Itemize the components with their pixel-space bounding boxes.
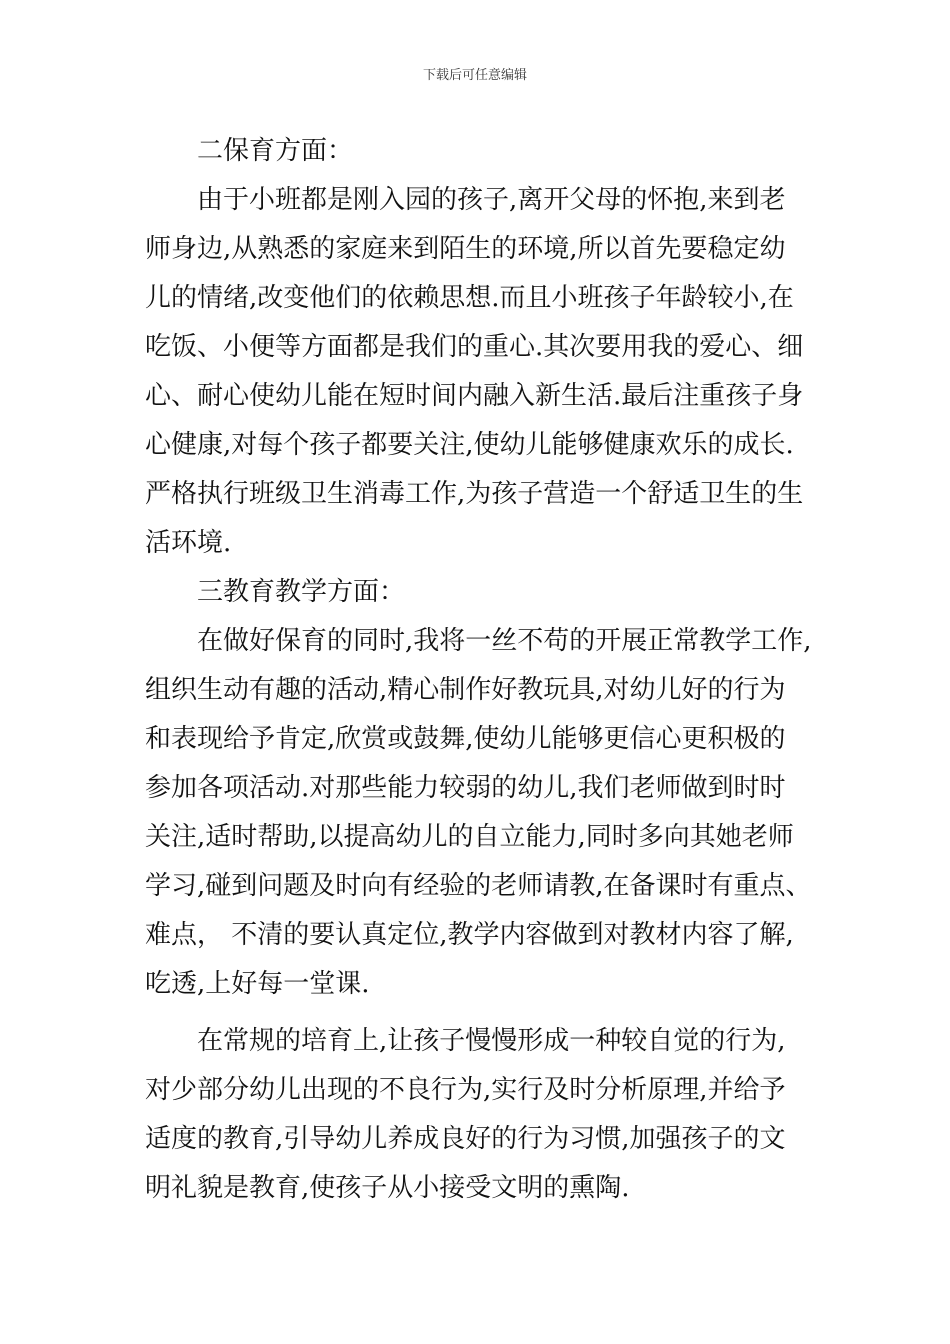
text-line: 组织生动有趣的活动,精心制作好教玩具,对幼儿好的行为	[145, 675, 786, 705]
paragraph-care	[145, 176, 820, 568]
text-line: 对少部分幼儿出现的不良行为,实行及时分析原理,并给予	[145, 1075, 786, 1105]
text-line: 在常规的培育上,让孩子慢慢形成一种较自觉的行为,	[197, 1026, 786, 1056]
text-line: 吃透,上好每一堂课.	[145, 969, 370, 999]
text-line: 心健康,对每个孩子都要关注,使幼儿能够健康欢乐的成长.	[145, 430, 794, 460]
text-line: 明礼貌是教育,使孩子从小接受文明的熏陶.	[145, 1173, 630, 1203]
text-line: 儿的情绪,改变他们的依赖思想.而且小班孩子年龄较小,在	[145, 283, 794, 313]
text-line: 关注,适时帮助,以提高幼儿的自立能力,同时多向其她老师	[145, 822, 794, 852]
text-line: 由于小班都是刚入园的孩子,离开父母的怀抱,来到老	[197, 185, 786, 215]
document-body	[145, 127, 820, 1213]
text-line: 师身边,从熟悉的家庭来到陌生的环境,所以首先要稳定幼	[145, 234, 786, 264]
text-line: 难点， 不清的要认真定位,教学内容做到对教材内容了解,	[145, 920, 794, 950]
section-heading-teaching: 三教育教学方面：	[197, 577, 406, 607]
paragraph-spacer	[145, 1009, 820, 1017]
text-line: 吃饭、小便等方面都是我们的重心.其次要用我的爱心、细	[145, 332, 804, 362]
text-line: 适度的教育,引导幼儿养成良好的行为习惯,加强孩子的文	[145, 1124, 786, 1154]
text-line: 在做好保育的同时,我将一丝不苟的开展正常教学工作,	[197, 626, 812, 656]
text-line: 参加各项活动.对那些能力较弱的幼儿,我们老师做到时时	[145, 773, 786, 803]
text-line: 和表现给予肯定,欣赏或鼓舞,使幼儿能够更信心更积极的	[145, 724, 786, 754]
text-line: 心、耐心使幼儿能在短时间内融入新生活.最后注重孩子身	[145, 381, 804, 411]
paragraph-routine	[145, 1017, 820, 1213]
page-header: 下载后可任意编辑	[422, 68, 527, 83]
section-heading-care: 二保育方面：	[197, 136, 354, 166]
text-line: 严格执行班级卫生消毒工作,为孩子营造一个舒适卫生的生	[145, 479, 804, 509]
text-line: 活环境.	[145, 528, 232, 558]
text-line: 学习,碰到问题及时向有经验的老师请教,在备课时有重点、	[145, 871, 812, 901]
paragraph-teaching	[145, 617, 820, 1009]
